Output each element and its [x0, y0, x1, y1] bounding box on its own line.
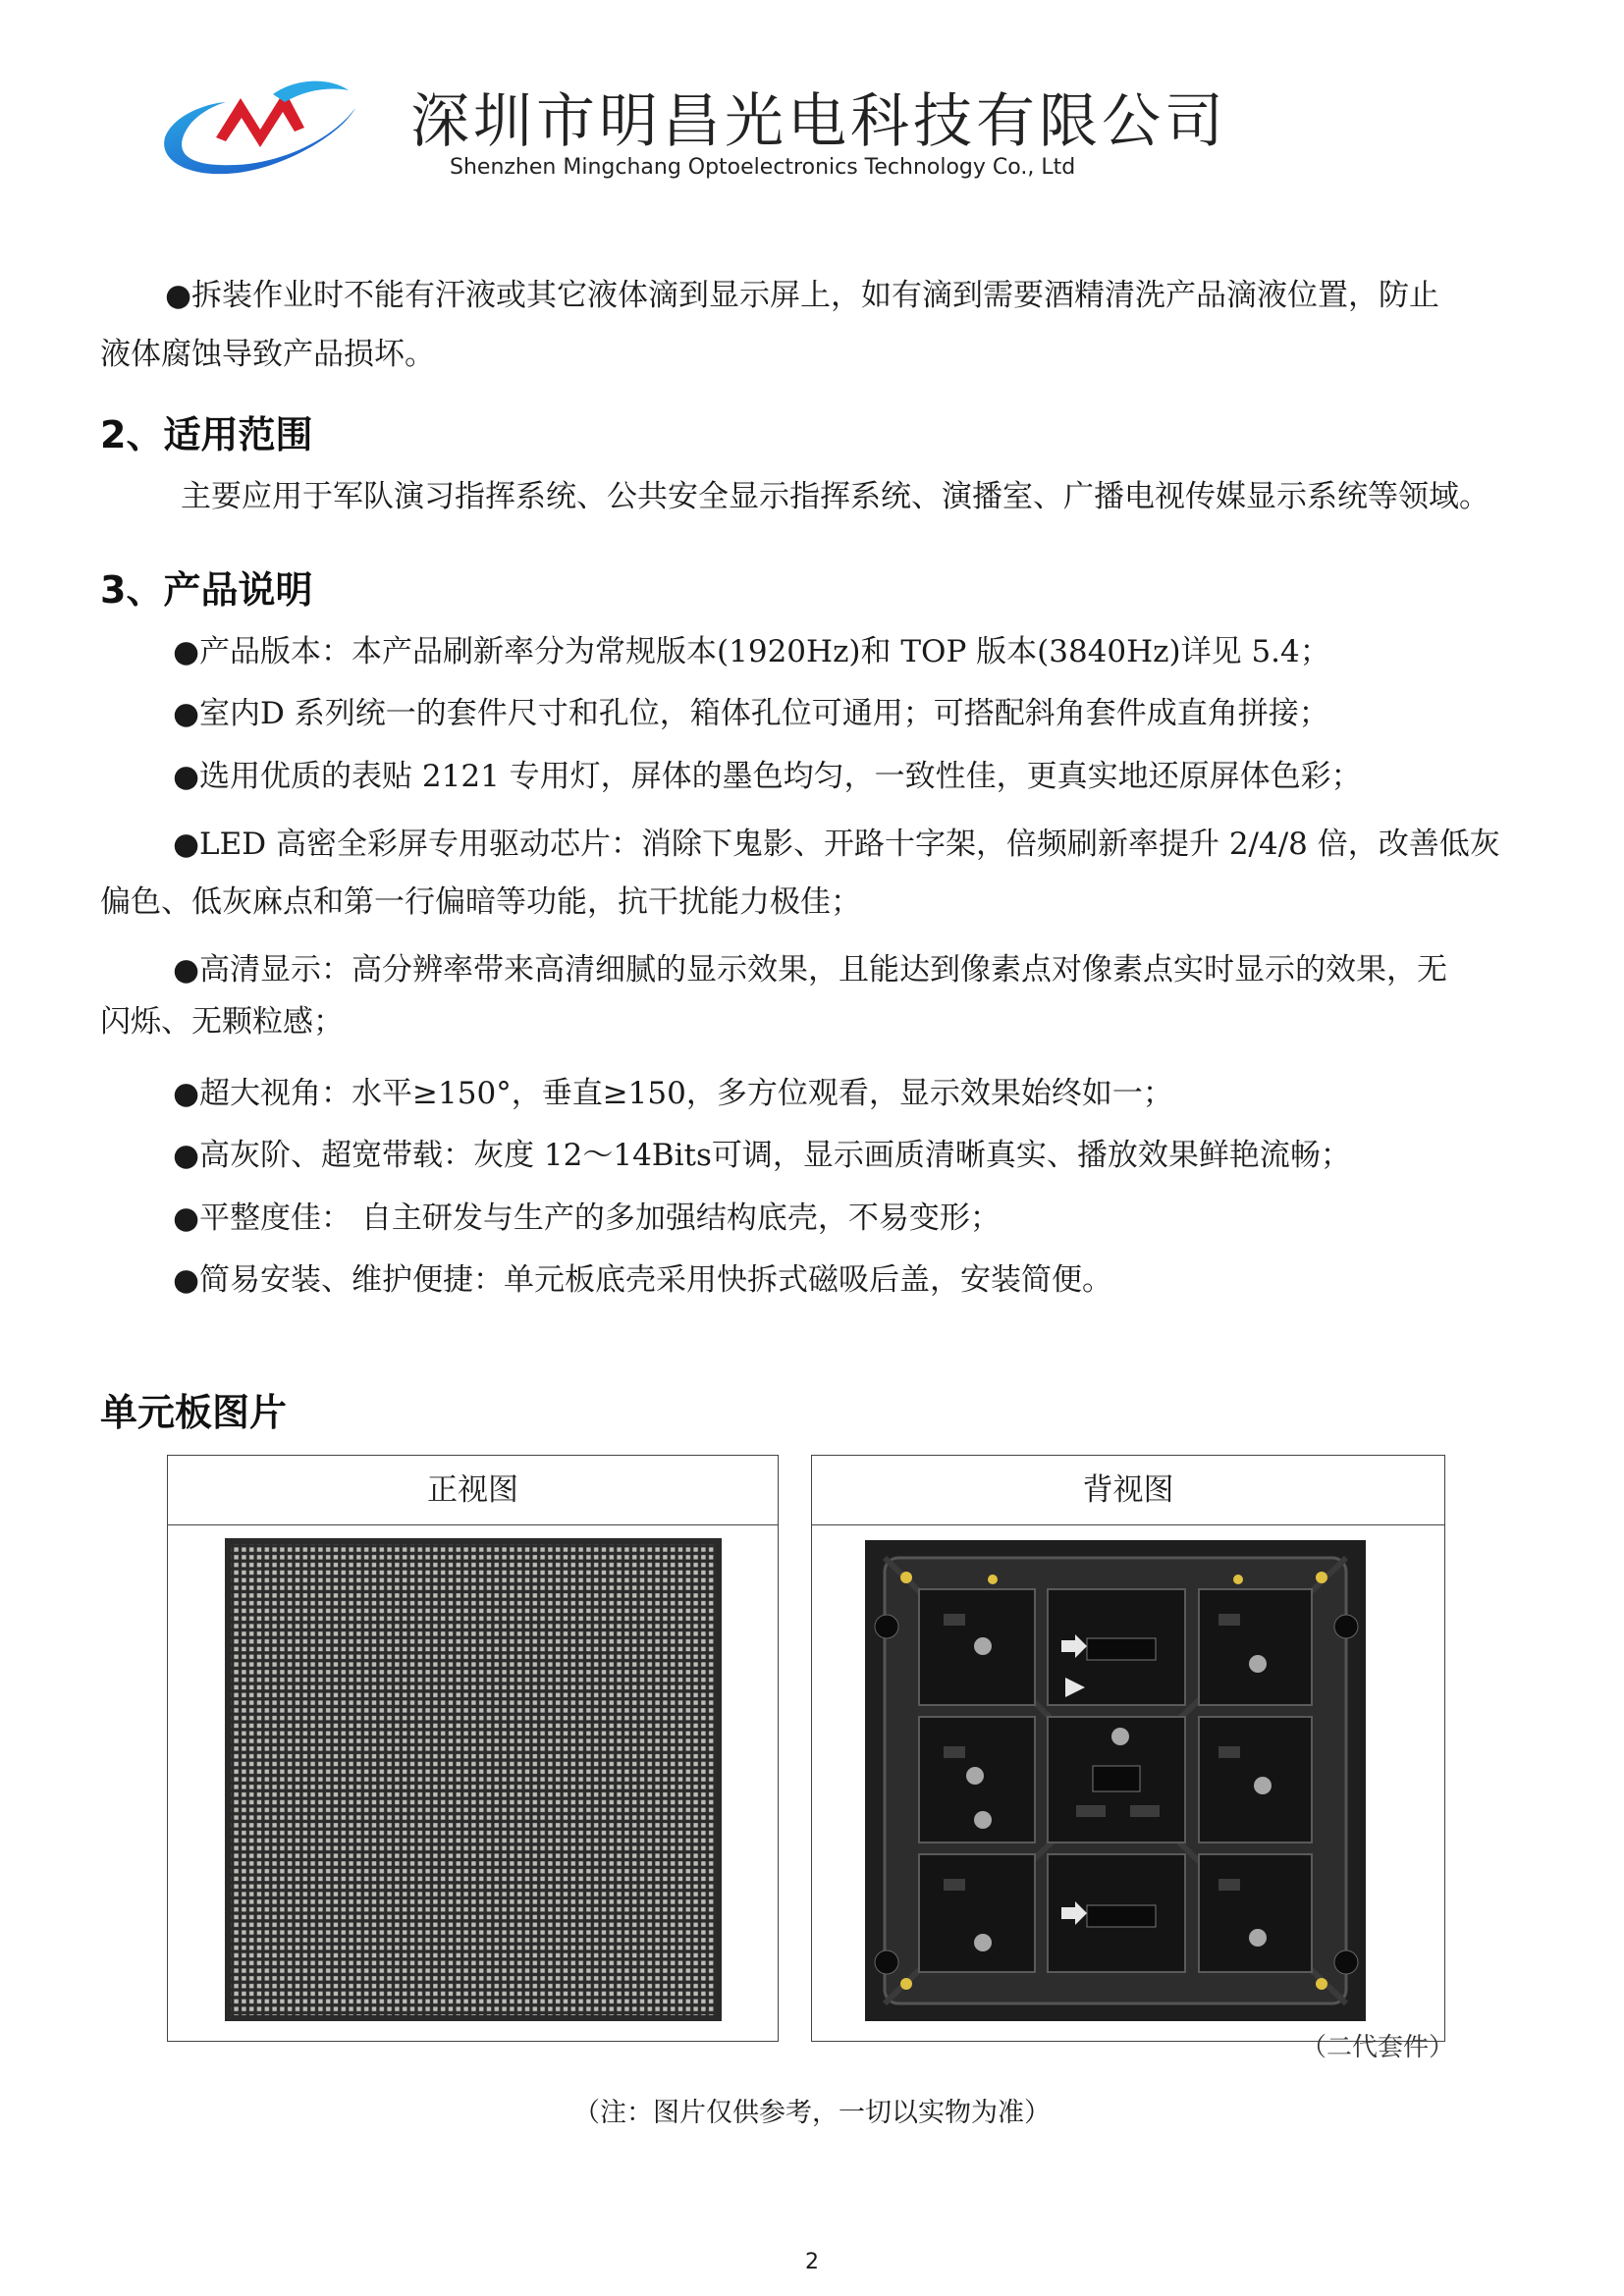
company-logo-icon	[147, 69, 363, 187]
intro-line-2: 液体腐蚀导致产品损坏。	[100, 337, 435, 372]
second-gen-kit-label: （二代套件）	[1301, 2033, 1455, 2062]
bullet-version: ●产品版本：本产品刷新率分为常规版本(1920Hz)和 TOP 版本(3840Hz)详见 5.4；	[173, 634, 1330, 669]
section-2-heading: 2、适用范围	[100, 413, 313, 456]
bullet-hd-display-1: ●高清显示：高分辨率带来高清细腻的显示效果，且能达到像素点对像素点实时显示的效果，无	[173, 952, 1448, 988]
back-view-label: 背视图	[812, 1456, 1444, 1525]
front-view-cell	[167, 1455, 779, 2042]
company-name-cn: 深圳市明昌光电科技有限公司	[410, 87, 1227, 156]
bullet-viewing-angle: ●超大视角：水平≥150°，垂直≥150，多方位观看，显示效果始终如一；	[173, 1076, 1173, 1111]
bullet-led-lamp: ●选用优质的表贴 2121 专用灯，屏体的墨色均匀，一致性佳，更真实地还原屏体色彩；	[173, 759, 1362, 794]
back-view-cell	[811, 1455, 1445, 2042]
unit-board-pictures-heading: 单元板图片	[100, 1391, 288, 1434]
bullet-driver-chip-2: 偏色、低灰麻点和第一行偏暗等功能，抗干扰能力极佳；	[100, 884, 861, 920]
bullet-grayscale: ●高灰阶、超宽带载：灰度 12～14Bits可调，显示画质清晰真实、播放效果鲜艳流畅；	[173, 1138, 1351, 1173]
front-view-label: 正视图	[168, 1456, 778, 1525]
bullet-installation: ●简易安装、维护便捷：单元板底壳采用快拆式磁吸后盖，安装简便。	[173, 1262, 1113, 1298]
intro-line-1: ●拆装作业时不能有汗液或其它液体滴到显示屏上，如有滴到需要酒精清洗产品滴液位置，防止	[165, 278, 1440, 313]
section-2-text: 主要应用于军队演习指挥系统、公共安全显示指挥系统、演播室、广播电视传媒显示系统等领域。	[181, 479, 1489, 514]
back-view-led-module-image	[865, 1540, 1366, 2021]
bullet-kit-size: ●室内D 系列统一的套件尺寸和孔位，箱体孔位可通用；可搭配斜角套件成直角拼接；	[173, 696, 1329, 731]
front-view-led-module-image	[225, 1538, 722, 2021]
page-number: 2	[805, 2250, 819, 2274]
bullet-hd-display-2: 闪烁、无颗粒感；	[100, 1004, 344, 1040]
bullet-driver-chip-1: ●LED 高密全彩屏专用驱动芯片：消除下鬼影、开路十字架，倍频刷新率提升 2/4/8 倍，改善低灰	[173, 827, 1500, 862]
image-disclaimer-note: （注：图片仅供参考，一切以实物为准）	[573, 2098, 1051, 2128]
company-name-en: Shenzhen Mingchang Optoelectronics Technology Co., Ltd	[450, 155, 1076, 180]
section-3-heading: 3、产品说明	[100, 568, 313, 612]
bullet-flatness: ●平整度佳： 自主研发与生产的多加强结构底壳，不易变形；	[173, 1201, 1001, 1236]
